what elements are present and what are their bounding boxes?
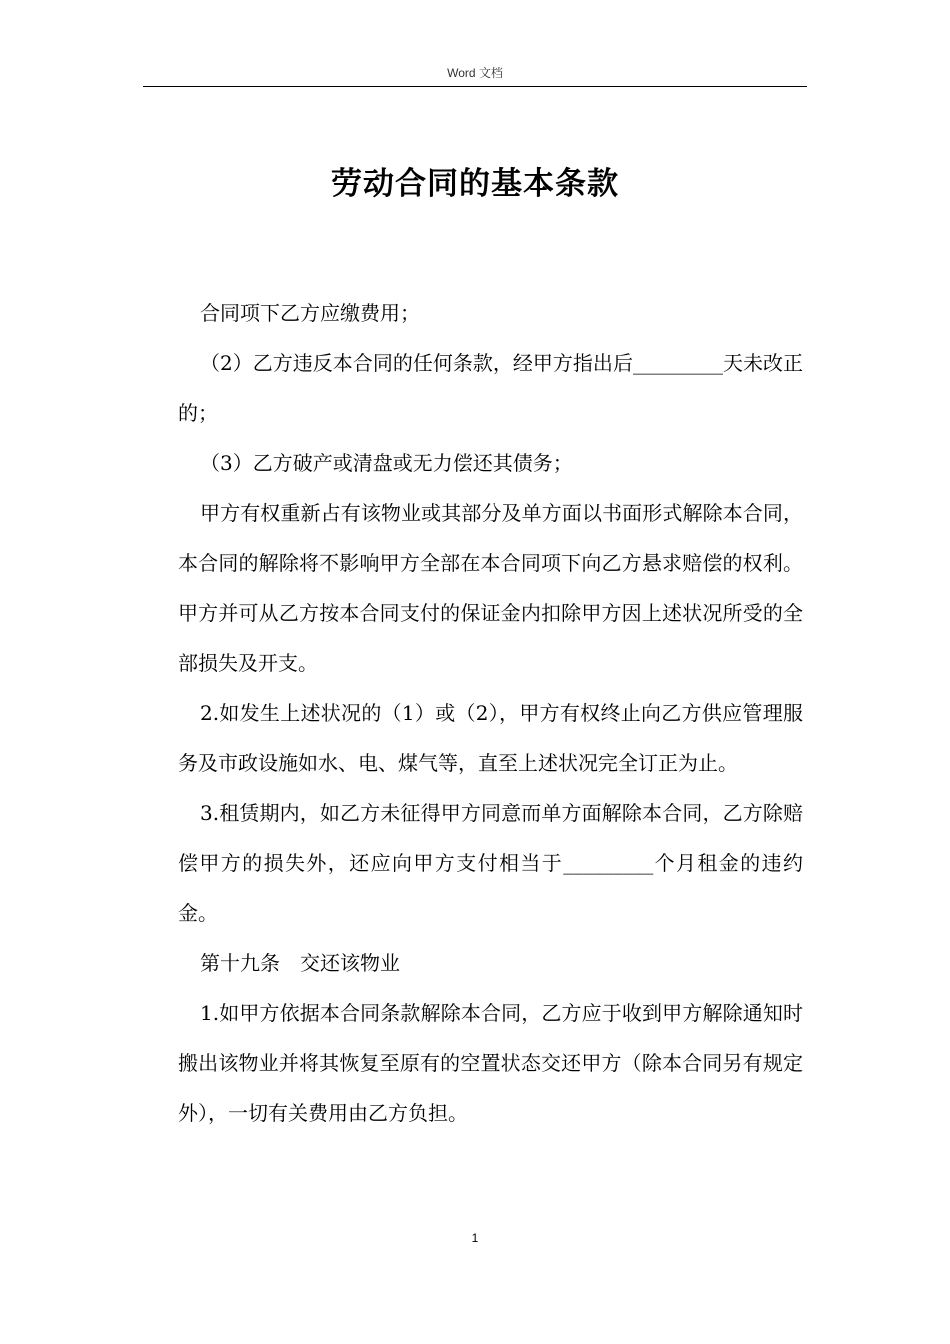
paragraph: 3.租赁期内，如乙方未征得甲方同意而单方面解除本合同，乙方除赔偿甲方的损失外，还应向甲方支付相当于_________个月租金的违约金。: [178, 801, 803, 925]
paragraph: 甲方有权重新占有该物业或其部分及单方面以书面形式解除本合同，本合同的解除将不影响甲方全部在本合同项下向乙方悬求赔偿的权利。甲方并可从乙方按本合同支付的保证金内扣除甲方因上述状况所受的全部损失及开支。: [178, 501, 803, 675]
header-divider: [143, 86, 807, 87]
paragraph: 合同项下乙方应缴费用；: [200, 301, 420, 325]
page-header: Word 文档: [447, 66, 503, 80]
paragraph: （3）乙方破产或清盘或无力偿还其债务；: [200, 451, 573, 475]
document-title: 劳动合同的基本条款: [331, 166, 619, 202]
paragraph: 2.如发生上述状况的（1）或（2），甲方有权终止向乙方供应管理服务及市政设施如水、电、煤气等，直至上述状况完全订正为止。: [178, 701, 803, 775]
section-heading: 第十九条 交还该物业: [200, 951, 400, 975]
page-number: 1: [471, 1231, 479, 1245]
document-body: [178, 288, 803, 1138]
paragraph: （2）乙方违反本合同的任何条款，经甲方指出后_________天未改正的；: [178, 351, 803, 425]
paragraph: 1.如甲方依据本合同条款解除本合同，乙方应于收到甲方解除通知时搬出该物业并将其恢复至原有的空置状态交还甲方（除本合同另有规定外），一切有关费用由乙方负担。: [178, 1001, 803, 1125]
